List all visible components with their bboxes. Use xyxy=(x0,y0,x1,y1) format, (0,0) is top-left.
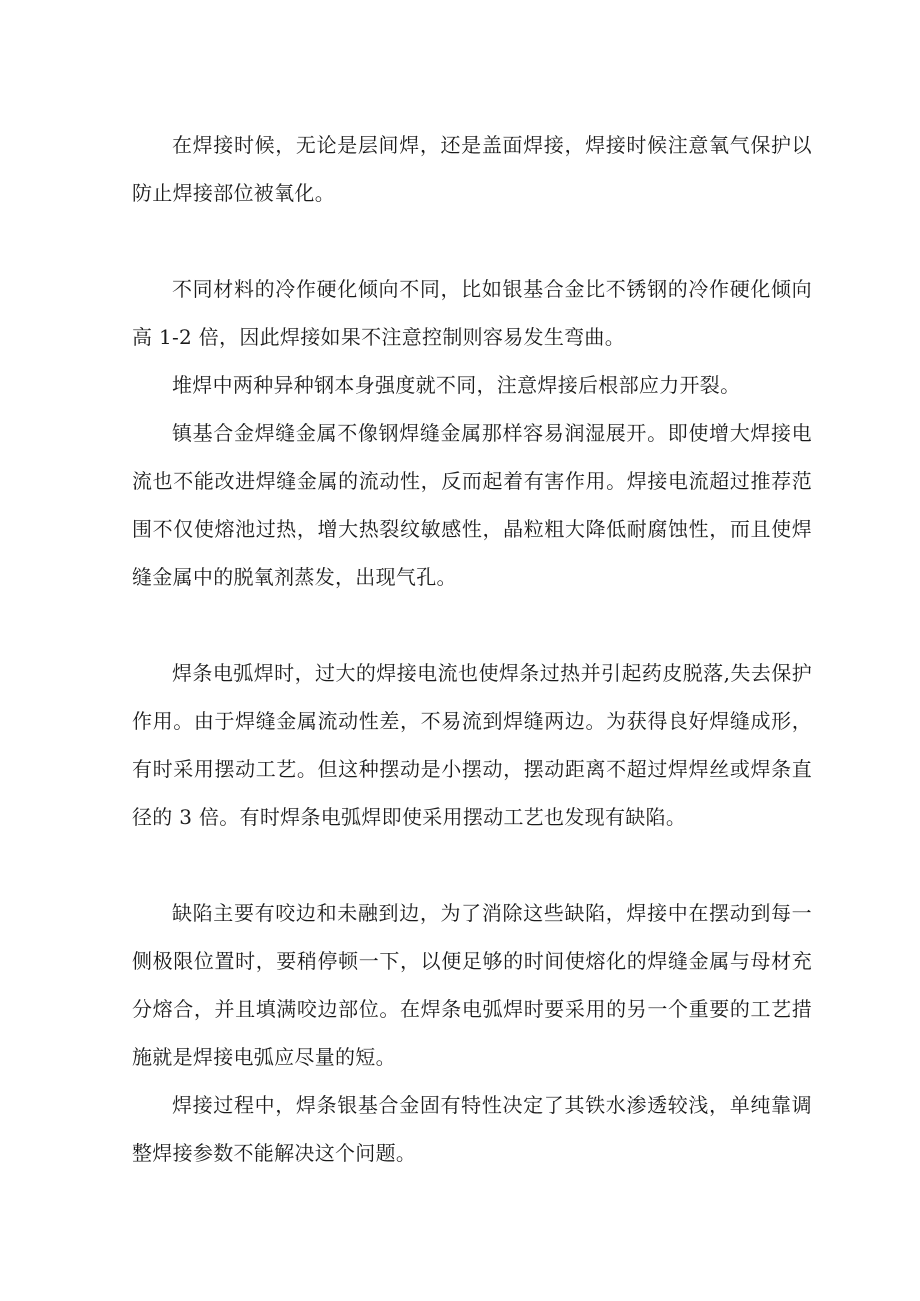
paragraph-undercut-defects: 缺陷主要有咬边和未融到边，为了消除这些缺陷，焊接中在摆动到每一侧极限位置时，要稍停顿一下，以便足够的时间使熔化的焊缝金属与母材充分熔合，并且填满咬边部位。在焊条电弧焊时要采用的另一个重要的工艺措施就是焊接电弧应尽量的短。 xyxy=(132,901,812,1069)
paragraph-arc-welding-current: 焊条电弧焊时，过大的焊接电流也使焊条过热并引起药皮脱落,失去保护作用。由于焊缝金属流动性差，不易流到焊缝两边。为获得良好焊缝成形，有时采用摆动工艺。但这种摆动是小摆动，摆动距离不超过焊焊丝或焊条直径的 3 倍。有时焊条电弧焊即使采用摆动工艺也发现有缺陷。 xyxy=(132,661,812,829)
paragraph-oxygen-protection: 在焊接时候，无论是层间焊，还是盖面焊接，焊接时候注意氧气保护以防止焊接部位被氧化。 xyxy=(132,133,812,205)
paragraph-weld-metal-fluidity: 镇基合金焊缝金属不像钢焊缝金属那样容易润湿展开。即使增大焊接电流也不能改进焊缝金属的流动性，反而起着有害作用。焊接电流超过推荐范围不仅使熔池过热，增大热裂纹敏感性，晶粒粗大降低耐腐蚀性，而且使焊缝金属中的脱氧剂蒸发，出现气孔。 xyxy=(132,421,812,589)
paragraph-penetration: 焊接过程中，焊条银基合金固有特性决定了其铁水渗透较浅，单纯靠调整焊接参数不能解决这个问题。 xyxy=(132,1093,812,1165)
paragraph-dissimilar-steel: 堆焊中两种异种钢本身强度就不同，注意焊接后根部应力开裂。 xyxy=(172,373,741,397)
paragraph-cold-work-hardening: 不同材料的冷作硬化倾向不同，比如银基合金比不锈钢的冷作硬化倾向高 1-2 倍，因此焊接如果不注意控制则容易发生弯曲。 xyxy=(132,277,812,349)
